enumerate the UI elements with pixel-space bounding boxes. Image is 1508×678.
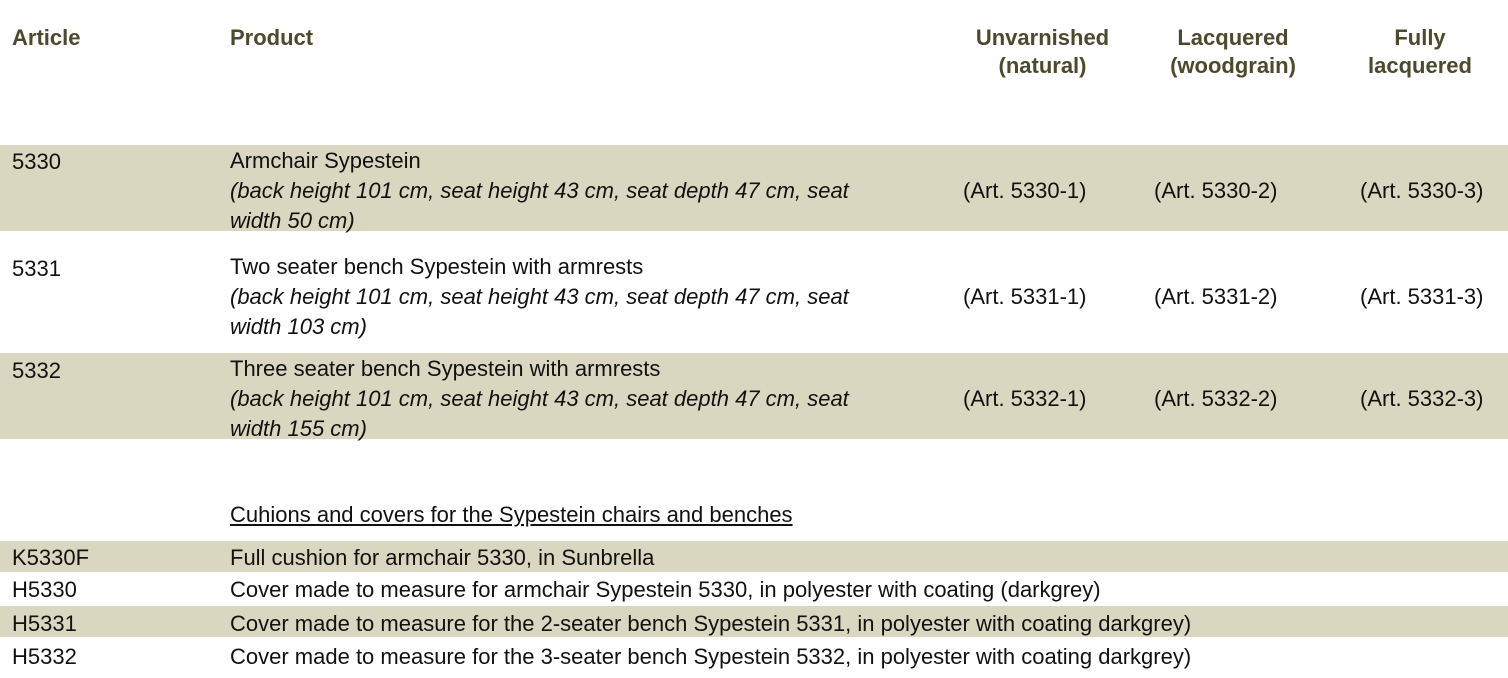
- header-lacquered-line1: Lacquered: [1177, 25, 1289, 50]
- accessory1-article: K5330F: [12, 545, 90, 570]
- row3-article: 5332: [12, 358, 61, 383]
- row3-product-name: Three seater bench Sypestein with armrests: [230, 356, 661, 381]
- header-fully-line2: lacquered: [1368, 53, 1472, 78]
- row3-product-dims-line1: (back height 101 cm, seat height 43 cm, seat depth 47 cm, seat: [230, 386, 849, 411]
- accessory3-product: Cover made to measure for the 2-seater bench Sypestein 5331, in polyester with coating darkgrey): [230, 611, 1192, 636]
- row3-product-dims-line2: width 155 cm): [230, 416, 367, 441]
- row1-product-name: Armchair Sypestein: [230, 148, 421, 173]
- header-article: Article: [12, 25, 81, 50]
- header-unvarnished-line2: (natural): [998, 53, 1087, 78]
- accessory3-article: H5331: [12, 611, 77, 636]
- accessory4-product: Cover made to measure for the 3-seater bench Sypestein 5332, in polyester with coating darkgrey): [230, 644, 1192, 669]
- header-fully-lacquered: [1340, 24, 1500, 80]
- header-lacquered-line2: (woodgrain): [1170, 53, 1296, 78]
- row2-unvarnished: (Art. 5331-1): [963, 284, 1087, 309]
- accessory1-product: Full cushion for armchair 5330, in Sunbrella: [230, 545, 655, 570]
- header-product: Product: [230, 25, 314, 50]
- row1-fully-lacquered: (Art. 5330-3): [1360, 178, 1484, 203]
- row1-product-dims-line1: (back height 101 cm, seat height 43 cm, seat depth 47 cm, seat: [230, 178, 849, 203]
- row3-fully-lacquered: (Art. 5332-3): [1360, 386, 1484, 411]
- row3-product: [230, 354, 930, 444]
- row1-product: [230, 146, 930, 236]
- header-fully-line1: Fully: [1394, 25, 1446, 50]
- accessory2-product: Cover made to measure for armchair Sypestein 5330, in polyester with coating (darkgrey): [230, 577, 1101, 602]
- accessory2-article: H5330: [12, 577, 77, 602]
- row3-lacquered: (Art. 5332-2): [1154, 386, 1278, 411]
- row2-lacquered: (Art. 5331-2): [1154, 284, 1278, 309]
- row3-unvarnished: (Art. 5332-1): [963, 386, 1087, 411]
- row1-lacquered: (Art. 5330-2): [1154, 178, 1278, 203]
- accessory-band-1: [0, 541, 1508, 572]
- row2-article: 5331: [12, 256, 61, 281]
- row2-fully-lacquered: (Art. 5331-3): [1360, 284, 1484, 309]
- row2-product-name: Two seater bench Sypestein with armrests: [230, 254, 644, 279]
- row1-unvarnished: (Art. 5330-1): [963, 178, 1087, 203]
- accessory4-article: H5332: [12, 644, 77, 669]
- row2-product-dims-line2: width 103 cm): [230, 314, 367, 339]
- row2-product-dims-line1: (back height 101 cm, seat height 43 cm, seat depth 47 cm, seat: [230, 284, 849, 309]
- section-title-cushions: Cuhions and covers for the Sypestein chairs and benches: [230, 502, 793, 527]
- header-lacquered-woodgrain: [1148, 24, 1318, 80]
- row1-article: 5330: [12, 149, 61, 174]
- row2-product: [230, 252, 930, 342]
- row1-product-dims-line2: width 50 cm): [230, 208, 355, 233]
- header-unvarnished: [955, 24, 1130, 80]
- header-unvarnished-line1: Unvarnished: [975, 25, 1110, 50]
